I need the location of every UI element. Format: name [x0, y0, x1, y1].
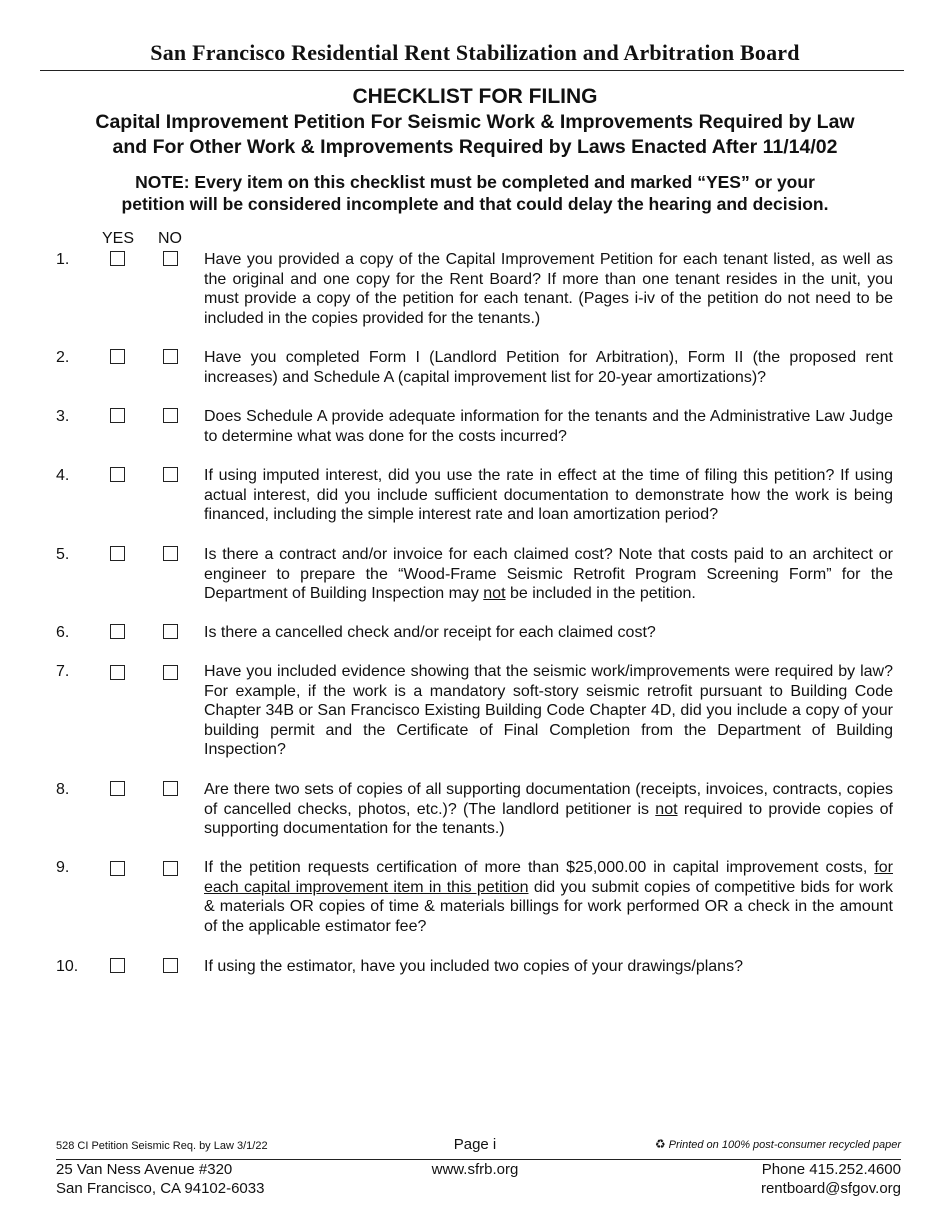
item-2-yes-checkbox[interactable]	[110, 349, 125, 364]
phone-number: Phone 415.252.4600	[761, 1161, 901, 1178]
item-number: 8.	[56, 781, 70, 798]
item-number: 1.	[56, 251, 70, 268]
item-text	[204, 780, 893, 839]
item-number: 2.	[56, 349, 70, 366]
item-text-part: be included in the petition.	[505, 585, 696, 602]
recycle-icon: ♻	[654, 1137, 666, 1151]
item-number: 5.	[56, 546, 70, 563]
item-text-part: required to provide copies of supporting documentation for the tenants.)	[204, 800, 893, 837]
item-3-no-checkbox[interactable]	[163, 408, 178, 423]
item-text: Have you included evidence showing that the seismic work/improvements were required by law? For example, if the work is a mandatory soft-story seismic retrofit pursuant to Building Code Chapter 34B or San Francisco Existing Building Code Chapter 4D, did you include a copy of your building permit and the Certificate of Final Completion from the Department of Building Inspection?	[204, 663, 893, 758]
item-7-no-checkbox[interactable]	[163, 665, 178, 680]
item-number: 3.	[56, 408, 70, 425]
yes-column-header: YES	[102, 230, 135, 247]
item-text: If using the estimator, have you included two copies of your drawings/plans?	[204, 958, 743, 975]
contact-info	[761, 1160, 901, 1198]
page-subtitle	[0, 110, 950, 159]
item-text-part: Is there a contract and/or invoice for each claimed cost? Note that costs paid to an architect or engineer to prepare the “Wood-Frame Seismic Retrofit Program Screening Form” for the Department of Building Inspection may	[204, 546, 893, 602]
note-line-1: NOTE: Every item on this checklist must be completed and marked “YES” or your	[135, 172, 815, 192]
recycled-notice	[655, 1137, 901, 1151]
item-5-yes-checkbox[interactable]	[110, 546, 125, 561]
checklist-note	[0, 172, 950, 215]
item-text: Have you provided a copy of the Capital Improvement Petition for each tenant listed, as well as the original and one copy for the Rent Board? If more than one tenant resides in the unit, you must provide a copy of the petition for each tenant. (Pages i-iv of the petition do not need to be included in the copies provided for the tenants.)	[204, 251, 893, 327]
item-text: Does Schedule A provide adequate information for the tenants and the Administrative Law Judge to determine what was done for the costs incurred?	[204, 408, 893, 445]
address-line-1: 25 Van Ness Avenue #320	[56, 1161, 233, 1178]
item-text-underlined: for each capital improvement item in this petition	[204, 859, 893, 896]
form-id: 528 CI Petition Seismic Req. by Law 3/1/22	[56, 1140, 268, 1152]
item-2-no-checkbox[interactable]	[163, 349, 178, 364]
item-text-part: Are there two sets of copies of all supporting documentation (receipts, invoices, contracts, copies of cancelled checks, photos, etc.)? (The landlord petitioner is	[204, 781, 893, 818]
item-4-yes-checkbox[interactable]	[110, 467, 125, 482]
item-number: 6.	[56, 624, 70, 641]
item-9-no-checkbox[interactable]	[163, 861, 178, 876]
item-6-yes-checkbox[interactable]	[110, 624, 125, 639]
item-6-no-checkbox[interactable]	[163, 624, 178, 639]
item-9-yes-checkbox[interactable]	[110, 861, 125, 876]
item-text	[204, 858, 893, 936]
item-4-no-checkbox[interactable]	[163, 467, 178, 482]
email-address[interactable]: rentboard@sfgov.org	[760, 1180, 901, 1197]
subtitle-line-1: Capital Improvement Petition For Seismic Work & Improvements Required by Law	[95, 111, 855, 133]
item-1-yes-checkbox[interactable]	[110, 251, 125, 266]
agency-name: San Francisco Residential Rent Stabilization and Arbitration Board	[150, 40, 800, 65]
item-number: 10.	[56, 958, 79, 975]
item-number: 9.	[56, 859, 70, 876]
item-text-part: If the petition requests certification of more than $25,000.00 in capital improvement costs,	[204, 859, 875, 876]
item-number: 7.	[56, 663, 70, 680]
item-text: Have you completed Form I (Landlord Petition for Arbitration), Form II (the proposed rent increases) and Schedule A (capital improvement list for 20-year amortizations)?	[204, 349, 893, 386]
no-column-header: NO	[158, 230, 182, 247]
item-8-no-checkbox[interactable]	[163, 781, 178, 796]
page-title: CHECKLIST FOR FILING	[352, 85, 598, 108]
item-text: If using imputed interest, did you use the rate in effect at the time of filing this petition? If using actual interest, did you include sufficient documentation to demonstrate how the work is being financed, including the simple interest rate and loan amortization period?	[204, 467, 893, 523]
item-3-yes-checkbox[interactable]	[110, 408, 125, 423]
item-7-yes-checkbox[interactable]	[110, 665, 125, 680]
website[interactable]: www.sfrb.org	[431, 1161, 519, 1178]
address-line-2: San Francisco, CA 94102-6033	[56, 1180, 265, 1197]
header-rule	[40, 70, 904, 71]
item-text: Is there a cancelled check and/or receipt for each claimed cost?	[204, 624, 656, 641]
item-5-no-checkbox[interactable]	[163, 546, 178, 561]
item-text-underlined: not	[483, 585, 506, 602]
item-text-underlined: not	[655, 800, 678, 818]
item-number: 4.	[56, 467, 70, 484]
recycled-text: Printed on 100% post-consumer recycled paper	[668, 1139, 901, 1151]
subtitle-line-2: and For Other Work & Improvements Required by Laws Enacted After 11/14/02	[112, 135, 838, 158]
item-text	[204, 545, 893, 604]
note-line-2: petition will be considered incomplete and that could delay the hearing and decision.	[121, 193, 829, 214]
item-text-part: did you submit copies of competitive bids for work & materials OR copies of time & materials billings for work performed OR a check in the amount of the applicable estimator fee?	[204, 878, 893, 935]
item-10-yes-checkbox[interactable]	[110, 958, 125, 973]
page-number: Page i	[453, 1136, 497, 1153]
item-1-no-checkbox[interactable]	[163, 251, 178, 266]
item-10-no-checkbox[interactable]	[163, 958, 178, 973]
item-8-yes-checkbox[interactable]	[110, 781, 125, 796]
